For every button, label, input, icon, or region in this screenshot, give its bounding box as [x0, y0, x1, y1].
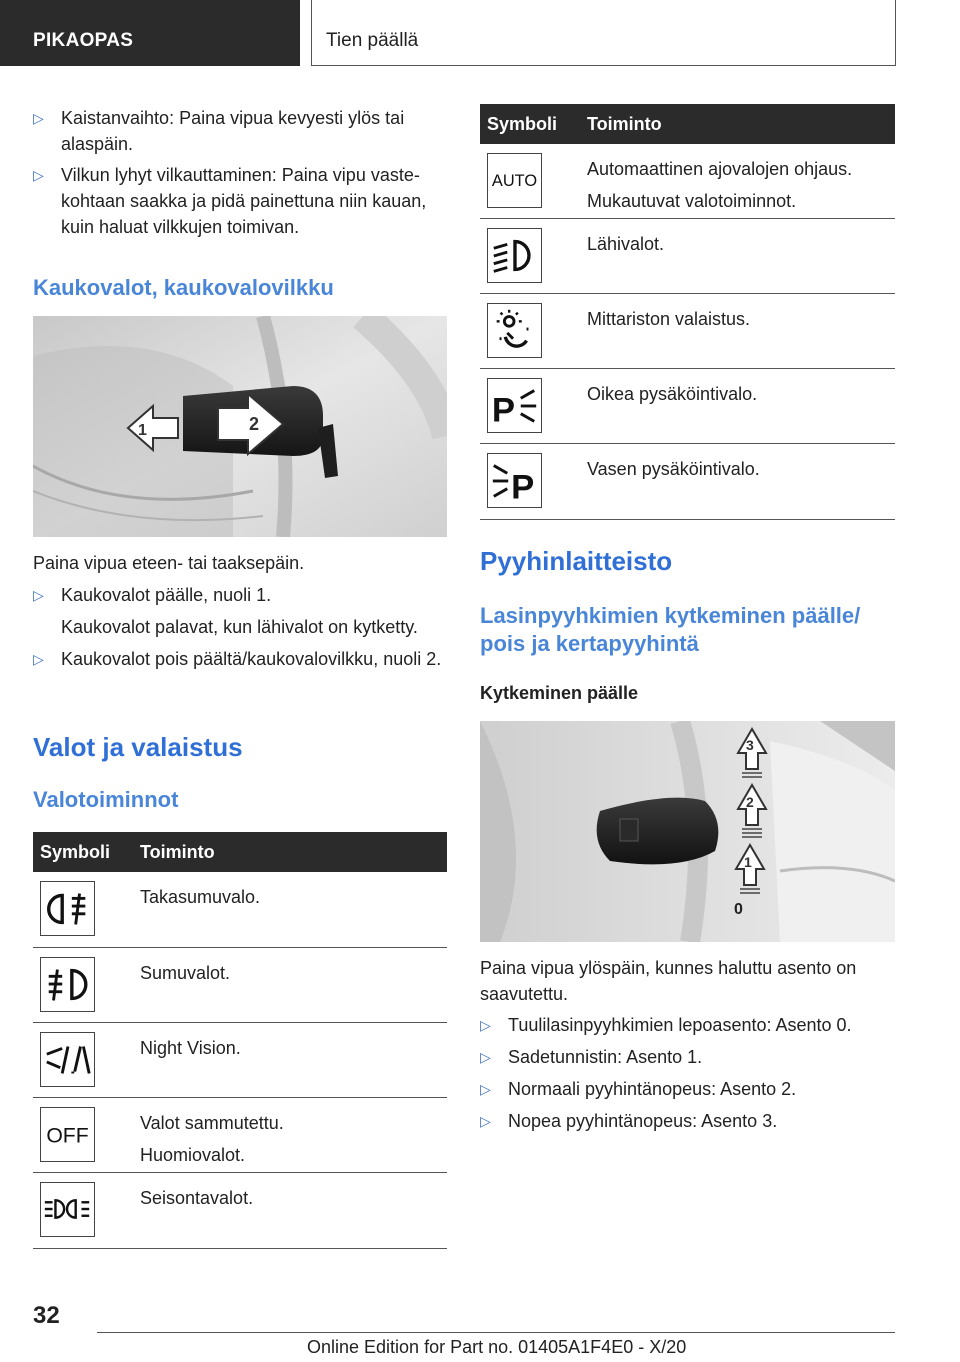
heading-wipers: Pyyhinlaitteisto [480, 546, 673, 576]
heading-lights: Valot ja valaistus [33, 732, 243, 762]
table-header: Symboli Toiminto [33, 832, 447, 872]
front-fog-lights-icon [40, 957, 95, 1012]
svg-text:OFF: OFF [46, 1124, 89, 1148]
bullet-lane-change: ▷ Kaistanvaihto: Paina vipua kevyesti ylös tai alaspäin. [33, 105, 447, 157]
bullet-wiper-rest: ▷ Tuulilasinpyyhkimien lepoasento: Asento 0. [480, 1012, 895, 1038]
subheading-switch-on: Kytkeminen päälle [480, 683, 639, 703]
table-row: Night Vision. [33, 1023, 447, 1098]
position-3-label: 3 [746, 737, 754, 753]
chapter-title: Tien päällä [311, 0, 896, 66]
bullet-triangle-icon: ▷ [33, 110, 44, 126]
table-row: Lähivalot. [480, 219, 895, 294]
left-parking-light-icon [487, 453, 542, 508]
svg-text:AUTO: AUTO [491, 171, 538, 190]
subheading-light-functions: Valotoiminnot [33, 787, 179, 812]
night-vision-icon [40, 1032, 95, 1087]
table-row: Mittariston valaistus. [480, 294, 895, 369]
bullet-triangle-icon: ▷ [480, 1017, 491, 1033]
table-row: AUTO Automaattinen ajovalojen ohjaus. Mukautuvat valotoiminnot. [480, 144, 895, 219]
arrow-2-label: 2 [249, 414, 260, 434]
low-beam-icon [487, 228, 542, 283]
high-beam-lever-photo [33, 316, 447, 537]
auto-icon [487, 153, 542, 208]
bullet-flash: ▷ Vilkun lyhyt vilkauttaminen: Paina vipu vastekohtaan saakka ja pidä painettuna niin kauan, kuin haluat vilkkujen toimivan. [33, 162, 447, 240]
position-1-label: 1 [744, 854, 752, 870]
wiper-instruction: Paina vipua ylöspäin, kunnes haluttu asento on saavutettu. [480, 958, 857, 1004]
position-2-label: 2 [746, 794, 754, 810]
edition-note: Online Edition for Part no. 01405A1F4E0 - X/20 [307, 1337, 687, 1357]
table-row: Seisontavalot. [33, 1173, 447, 1249]
bullet-triangle-icon: ▷ [480, 1081, 491, 1097]
page-number: 32 [33, 1302, 60, 1329]
high-beam-instruction: Paina vipua eteen- tai taaksepäin. [33, 553, 305, 573]
right-parking-light-icon [487, 378, 542, 433]
bullet-triangle-icon: ▷ [480, 1049, 491, 1065]
bullet-normal-speed: ▷ Normaali pyyhintänopeus: Asento 2. [480, 1076, 895, 1102]
bullet-triangle-icon: ▷ [33, 651, 44, 667]
parking-lights-icon [40, 1182, 95, 1237]
svg-text:P: P [491, 391, 515, 430]
bullet-high-beam-on: ▷ Kaukovalot päälle, nuoli 1. [33, 582, 447, 608]
arrow-1-label: 1 [138, 422, 147, 439]
bullet-high-beam-off: ▷ Kaukovalot pois päältä/kaukovalovilkku, nuoli 2. [33, 646, 447, 672]
bullet-triangle-icon: ▷ [480, 1113, 491, 1129]
table-row: Sumuvalot. [33, 948, 447, 1023]
off-icon [40, 1107, 95, 1162]
footer-divider [97, 1332, 895, 1333]
wiper-lever-photo [480, 721, 895, 942]
bullet-fast-speed: ▷ Nopea pyyhintänopeus: Asento 3. [480, 1108, 895, 1134]
rear-fog-light-icon [40, 881, 95, 936]
bullet-triangle-icon: ▷ [33, 167, 44, 183]
bullet-rain-sensor: ▷ Sadetunnistin: Asento 1. [480, 1044, 895, 1070]
table-row: Takasumuvalo. [33, 872, 447, 948]
instrument-lighting-icon [487, 303, 542, 358]
heading-high-beam: Kaukovalot, kaukovalovilkku [33, 275, 334, 300]
table-row: P Vasen pysäköintivalo. [480, 444, 895, 520]
table-header: Symboli Toiminto [480, 104, 895, 144]
table-row: OFF Valot sammutettu. Huomiovalot. [33, 1098, 447, 1173]
bullet-triangle-icon: ▷ [33, 587, 44, 603]
table-row: P Oikea pysäköintivalo. [480, 369, 895, 444]
position-0-label: 0 [734, 901, 743, 918]
section-tab: PIKAOPAS [0, 0, 300, 66]
svg-text:P: P [511, 468, 535, 507]
subheading-wipers-on-off: Lasinpyyhkimien kytkeminen päälle/ pois ja kertapyyhintä [480, 603, 861, 656]
high-beam-note: Kaukovalot palavat, kun lähivalot on kytketty. [61, 617, 418, 637]
